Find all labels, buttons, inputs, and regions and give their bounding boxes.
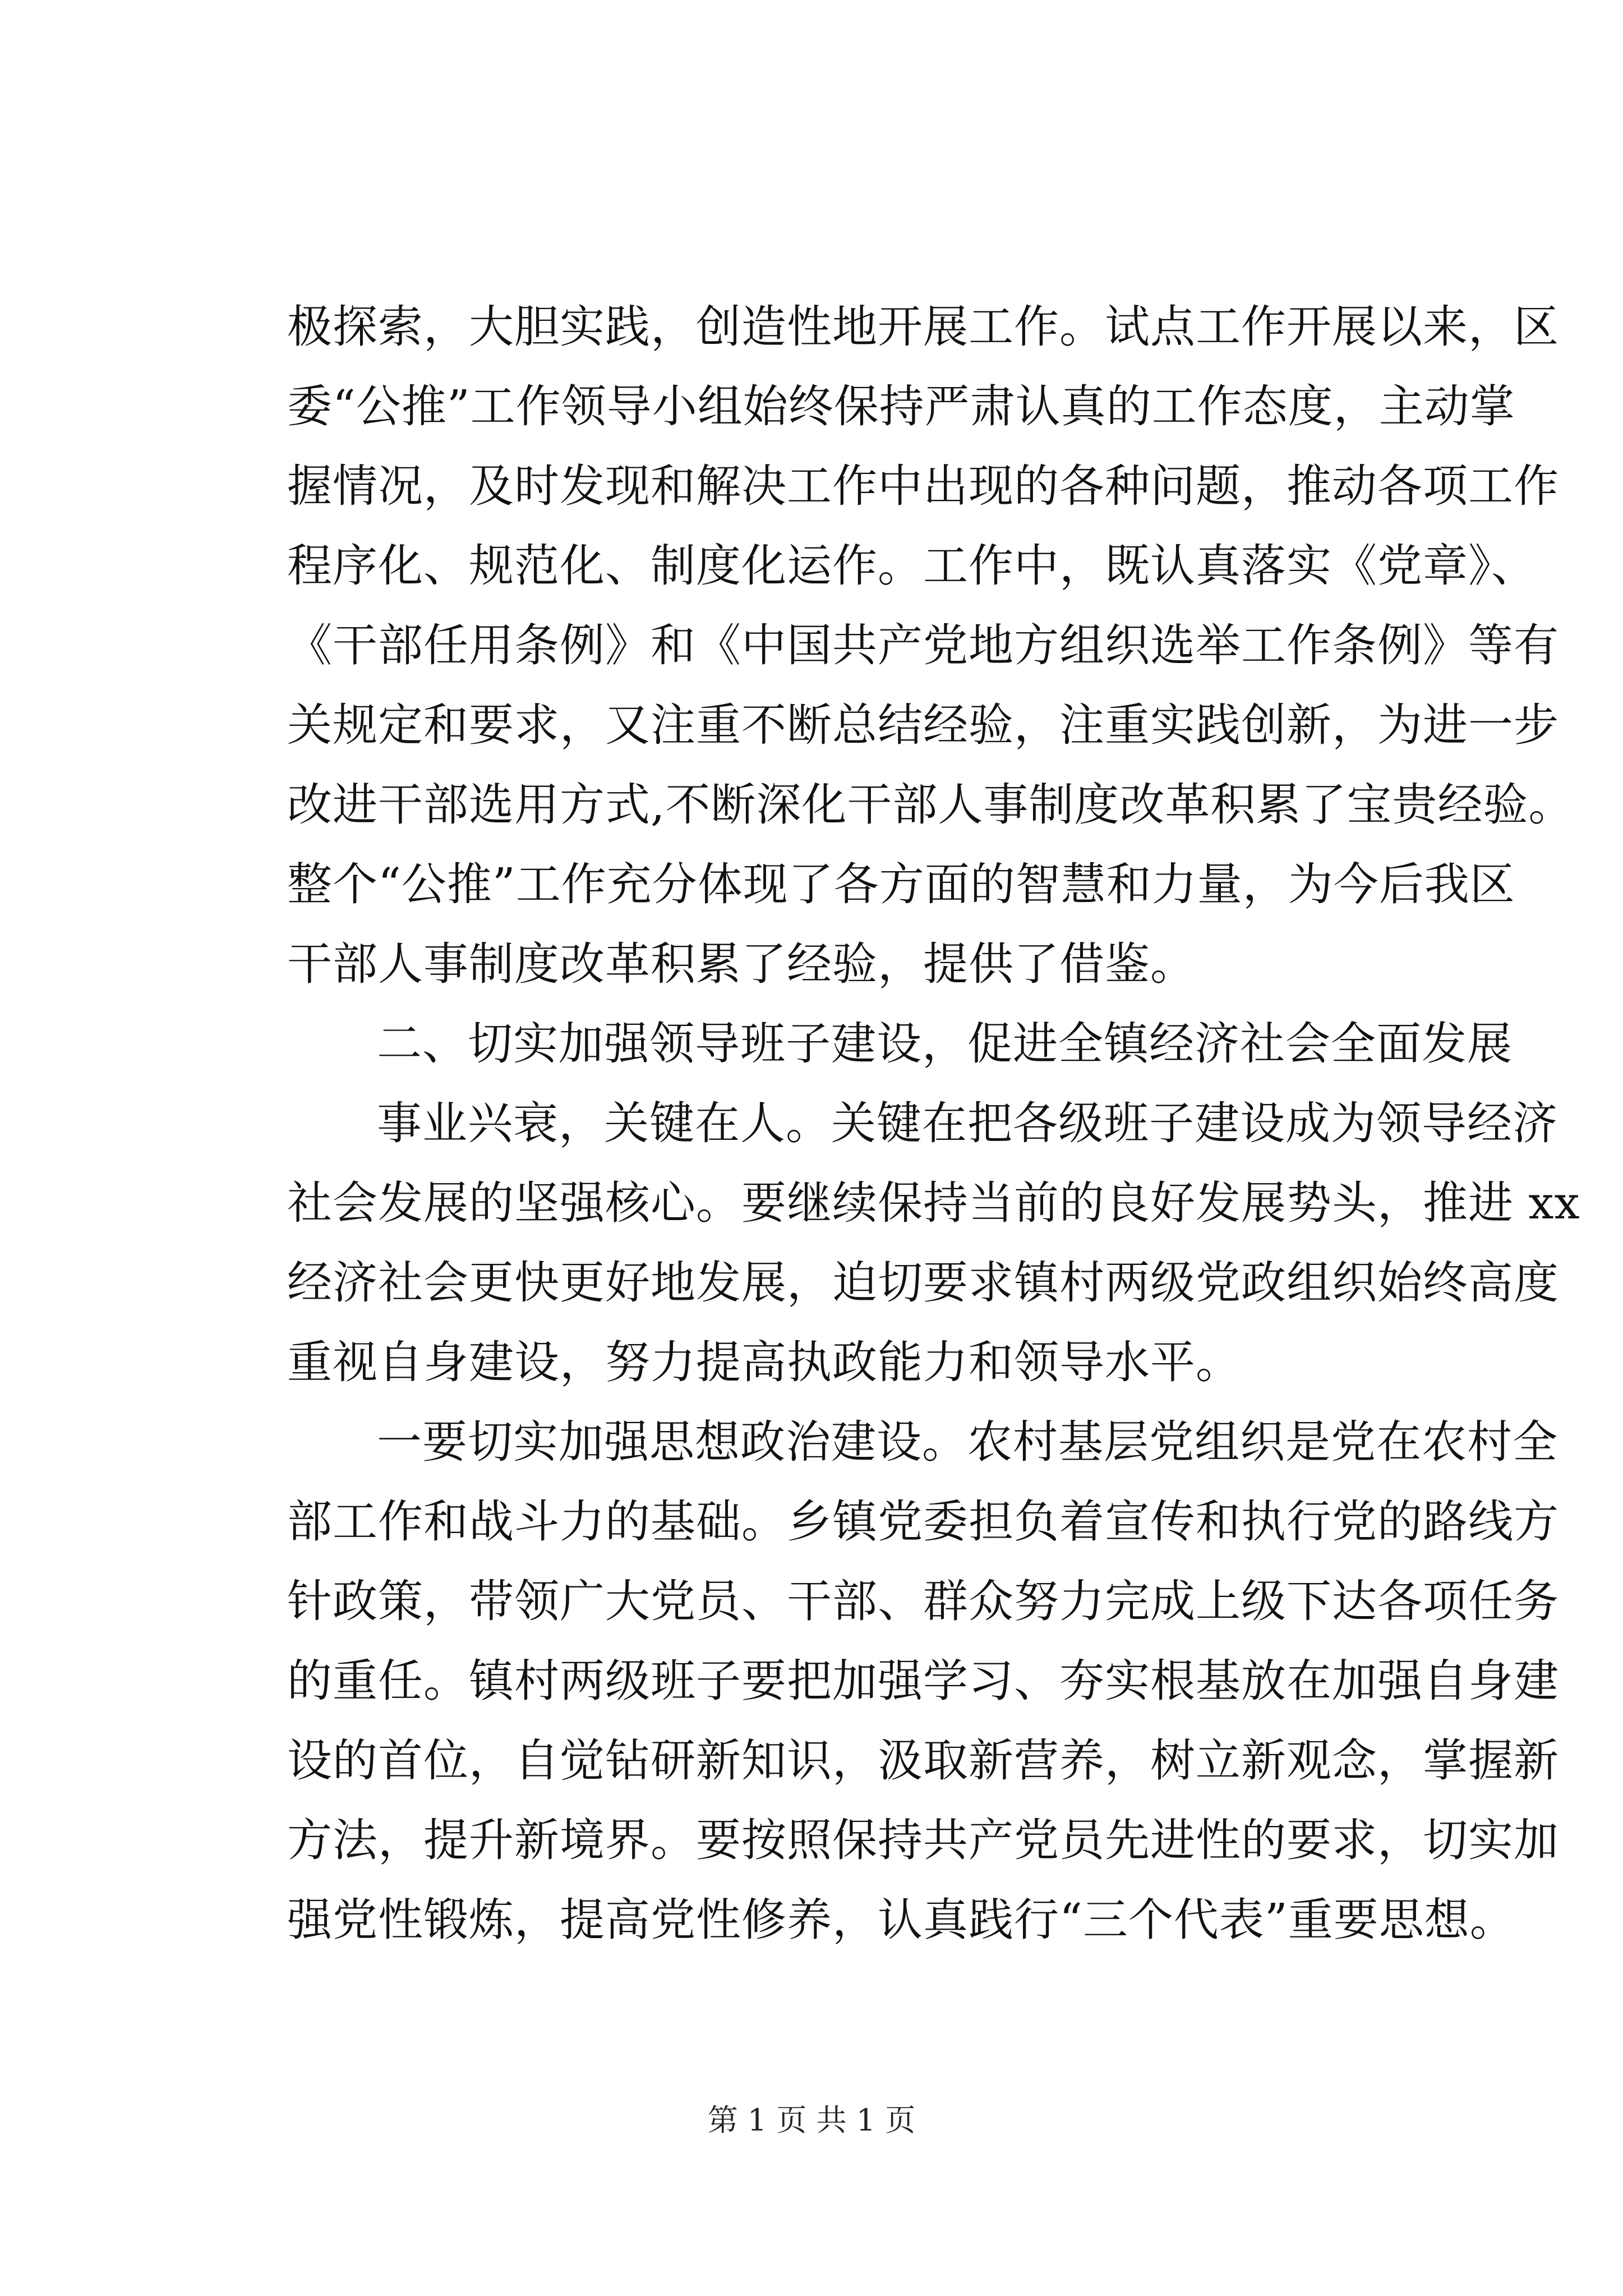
text-line: 强党性锻炼，提高党性修养，认真践行“三个代表”重要思想。 xyxy=(287,1894,1515,1946)
text-line: 《干部任用条例》和《中国共产党地方组织选举工作条例》等有 xyxy=(287,619,1559,671)
text-line: 的重任。镇村两级班子要把加强学习、夯实根基放在加强自身建 xyxy=(287,1655,1559,1707)
text-line: 极探索，大胆实践，创造性地开展工作。试点工作开展以来，区 xyxy=(287,301,1559,353)
text-line: 关规定和要求，又注重不断总结经验，注重实践创新，为进一步 xyxy=(287,699,1559,751)
text-line: 重视自身建设，努力提高执政能力和领导水平。 xyxy=(287,1336,1241,1388)
text-line: 整个“公推”工作充分体现了各方面的智慧和力量，为今后我区 xyxy=(287,858,1515,910)
text-line: 方法，提升新境界。要按照保持共产党员先进性的要求，切实加 xyxy=(287,1814,1559,1866)
page-footer: 第 1 页 共 1 页 xyxy=(707,2102,916,2138)
text-line: 握情况，及时发现和解决工作中出现的各种问题，推动各项工作 xyxy=(287,460,1559,512)
text-line: 改进干部选用方式,不断深化干部人事制度改革积累了宝贵经验。 xyxy=(287,779,1574,831)
text-line: 二、切实加强领导班子建设，促进全镇经济社会全面发展 xyxy=(377,1018,1513,1070)
text-line: 干部人事制度改革积累了经验，提供了借鉴。 xyxy=(287,938,1196,990)
document-body xyxy=(287,287,1580,1960)
text-line: 设的首位，自觉钻研新知识，汲取新营养，树立新观念，掌握新 xyxy=(287,1734,1559,1787)
text-line: 事业兴衰，关键在人。关键在把各级班子建设成为领导经济 xyxy=(377,1097,1558,1149)
text-line: 程序化、规范化、制度化运作。工作中，既认真落实《党章》、 xyxy=(287,540,1537,592)
text-line: 针政策，带领广大党员、干部、群众努力完成上级下达各项任务 xyxy=(287,1575,1559,1627)
text-line: 社会发展的坚强核心。要继续保持当前的良好发展势头，推进 xx xyxy=(287,1177,1580,1229)
text-line: 经济社会更快更好地发展，迫切要求镇村两级党政组织始终高度 xyxy=(287,1257,1559,1309)
text-line: 部工作和战斗力的基础。乡镇党委担负着宣传和执行党的路线方 xyxy=(287,1496,1559,1548)
text-line: 委“公推”工作领导小组始终保持严肃认真的工作态度，主动掌 xyxy=(287,380,1515,432)
text-line: 一要切实加强思想政治建设。农村基层党组织是党在农村全 xyxy=(377,1416,1558,1468)
